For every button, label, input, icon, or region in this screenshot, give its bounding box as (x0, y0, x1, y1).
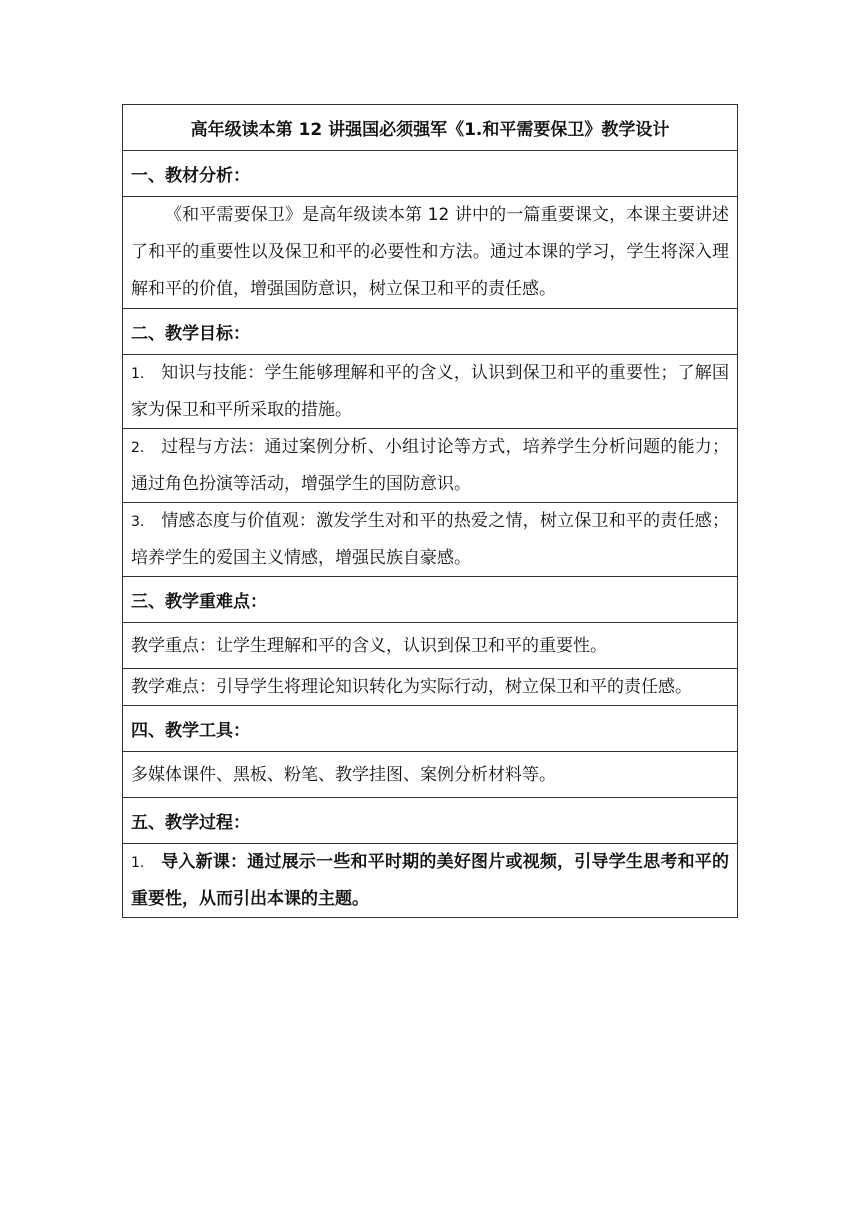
teaching-tools-text: 多媒体课件、黑板、粉笔、教学挂图、案例分析材料等。 (123, 752, 738, 798)
section-heading-key-difficult-points: 三、教学重难点： (123, 577, 738, 623)
section-header-row (123, 577, 738, 623)
item-number: 1. (131, 855, 145, 871)
section-body-row (123, 197, 738, 309)
difficult-point-row (123, 669, 738, 706)
section-header-row (123, 151, 738, 197)
item-text: 情感态度与价值观：激发学生对和平的热爱之情，树立保卫和平的责任感；培养学生的爱国主义情感，增强民族自豪感。 (131, 511, 729, 568)
item-number: 1. (131, 366, 145, 382)
item-text: 导入新课：通过展示一些和平时期的美好图片或视频，引导学生思考和平的重要性，从而引出本课的主题。 (131, 852, 729, 909)
item-text: 知识与技能：学生能够理解和平的含义，认识到保卫和平的重要性；了解国家为保卫和平所采取的措施。 (131, 363, 729, 420)
lesson-plan-table (122, 104, 738, 918)
goal-row (123, 355, 738, 429)
section-heading-teaching-tools: 四、教学工具： (123, 706, 738, 752)
goal-item-1 (123, 355, 738, 429)
title-row (123, 105, 738, 151)
goal-item-2 (123, 429, 738, 503)
key-point-row (123, 623, 738, 669)
item-text: 过程与方法：通过案例分析、小组讨论等方式，培养学生分析问题的能力；通过角色扮演等活动，增强学生的国防意识。 (131, 437, 729, 494)
item-number: 3. (131, 514, 145, 530)
key-point-text: 教学重点：让学生理解和平的含义，认识到保卫和平的重要性。 (123, 623, 738, 669)
section-header-row (123, 798, 738, 844)
process-row (123, 844, 738, 918)
document-title: 高年级读本第 12 讲强国必须强军《1.和平需要保卫》教学设计 (123, 105, 738, 151)
section-header-row (123, 309, 738, 355)
difficult-point-text: 教学难点：引导学生将理论知识转化为实际行动，树立保卫和平的责任感。 (123, 669, 738, 706)
item-number: 2. (131, 440, 145, 456)
section-heading-material-analysis: 一、教材分析： (123, 151, 738, 197)
section-header-row (123, 706, 738, 752)
material-analysis-paragraph: 《和平需要保卫》是高年级读本第 12 讲中的一篇重要课文，本课主要讲述了和平的重要性以及保卫和平的必要性和方法。通过本课的学习，学生将深入理解和平的价值，增强国防意识，树立保卫和平的责任感。 (123, 197, 738, 309)
goal-item-3 (123, 503, 738, 577)
section-heading-teaching-process: 五、教学过程： (123, 798, 738, 844)
goal-row (123, 503, 738, 577)
process-item-1 (123, 844, 738, 918)
goal-row (123, 429, 738, 503)
tools-row (123, 752, 738, 798)
section-heading-teaching-goals: 二、教学目标： (123, 309, 738, 355)
